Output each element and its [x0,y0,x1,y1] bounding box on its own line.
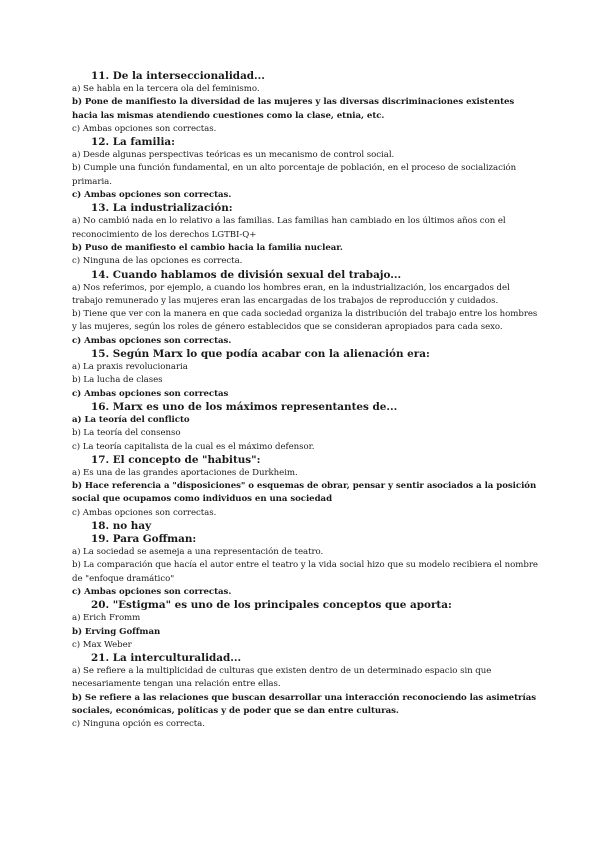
question-number: 21. [91,652,110,665]
answer-option: a) Se refiere a la multiplicidad de culturas que existen dentro de un determinado espacio sin que necesariamente tengan una relación entre ellas. [72,666,492,690]
question-number: 16. [91,400,110,413]
question-number: 12. [91,136,110,149]
question-block [72,652,542,731]
question-title: De la interseccionalidad... [112,70,265,82]
answer-option: b) La teoría del consenso [72,428,181,439]
question-title: "Estigma" es uno de los principales conceptos que aporta: [112,599,452,612]
answer-option: a) Desde algunas perspectivas teóricas es un mecanismo de control social. [72,150,395,161]
answer-option: b) La comparación que hacía el autor entre el teatro y la vida social hizo que su modelo recibiera el nombre de "enfoque dramático" [72,560,538,584]
question-heading [72,454,542,467]
answer-option: c) Ninguna de las opciones es correcta. [72,256,243,267]
answer-option: a) Es una de las grandes aportaciones de Durkheim. [72,467,298,478]
question-number: 13. [91,202,110,215]
question-number: 18. [91,520,110,533]
question-heading [72,401,542,414]
question-block [72,136,542,202]
question-title: La interculturalidad... [112,652,242,665]
question-heading [72,533,542,546]
question-heading [72,348,542,361]
question-title: Marx es uno de los máximos representantes de... [112,400,398,413]
answer-option-correct: c) Ambas opciones son correctas. [72,335,232,346]
question-number: 14. [91,268,110,281]
question-heading [72,652,542,665]
question-heading [72,599,542,612]
answer-option: c) Ambas opciones son correctas. [72,507,217,518]
question-block [72,202,542,268]
question-title: La industrialización: [112,202,233,215]
answer-option: c) La teoría capitalista de la cual es el máximo defensor. [72,441,315,452]
question-title: no hay [112,520,152,533]
answer-option: c) Ambas opciones son correctas. [72,123,217,134]
answer-option: a) La sociedad se asemeja a una representación de teatro. [72,547,324,558]
answer-option-correct: a) La teoría del conflicto [72,414,190,425]
answer-option-correct: b) Hace referencia a "disposiciones" o esquemas de obrar, pensar y sentir asociados a la posición social que ocupamos como individuos en una sociedad [72,481,537,505]
answer-option-correct: b) Erving Goffman [72,626,161,637]
question-heading [72,136,542,149]
question-heading [72,269,542,282]
answer-option: a) La praxis revolucionaria [72,362,188,373]
question-block [72,269,542,348]
question-number: 20. [91,599,110,612]
question-block [72,70,542,136]
answer-option-correct: b) Puso de manifiesto el cambio hacia la familia nuclear. [72,242,343,253]
question-block [72,599,542,652]
answer-option: a) Nos referimos, por ejemplo, a cuando los hombres eran, en la industrialización, los encargados del trabajo remunerado y las mujeres eran las encargadas de los trabajos de reproducción y cuidados. [72,282,510,306]
answer-option: a) No cambió nada en lo relativo a las familias. Las familias han cambiado en los últimos años con el reconocimiento de los derechos LGTBI-Q+ [72,216,506,240]
question-heading [72,202,542,215]
question-number: 15. [91,348,110,361]
answer-option: c) Max Weber [72,639,132,650]
question-block [72,401,542,454]
answer-option: a) Erich Fromm [72,613,141,624]
question-block [72,348,542,401]
question-heading [72,520,542,533]
answer-option: b) Tiene que ver con la manera en que cada sociedad organiza la distribución del trabajo entre los hombres y las mujeres, según los roles de género establecidos que se consideran apropiados para cada sexo. [72,309,538,333]
answer-option: b) Cumple una función fundamental, en un alto porcentaje de población, en el proceso de socialización primaria. [72,163,517,187]
question-number: 11. [91,70,110,82]
answer-option-correct: c) Ambas opciones son correctas. [72,586,232,597]
question-list [72,70,542,732]
question-title: Según Marx lo que podía acabar con la alienación era: [112,348,430,361]
answer-option: c) Ninguna opción es correcta. [72,719,205,730]
question-title: La familia: [112,136,175,149]
question-title: Para Goffman: [112,533,197,546]
question-block [72,520,542,533]
answer-option: a) Se habla en la tercera ola del feminismo. [72,84,260,94]
question-title: El concepto de "habitus": [112,453,261,466]
answer-option-correct: b) Se refiere a las relaciones que buscan desarrollar una interacción reconociendo las asimetrías sociales, económicas, políticas y de poder que se dan entre culturas. [72,692,537,716]
answer-option-correct: b) Pone de manifiesto la diversidad de las mujeres y las diversas discriminaciones existentes hacia las mismas atendiendo cuestiones como la clase, etnia, etc. [72,97,515,121]
answer-option-correct: c) Ambas opciones son correctas [72,388,229,399]
answer-option-correct: c) Ambas opciones son correctas. [72,190,232,201]
question-number: 17. [91,453,110,466]
question-block [72,454,542,520]
question-number: 19. [91,533,110,546]
question-heading [72,70,542,83]
question-title: Cuando hablamos de división sexual del trabajo... [112,268,402,281]
question-block [72,533,542,599]
answer-option: b) La lucha de clases [72,375,163,386]
